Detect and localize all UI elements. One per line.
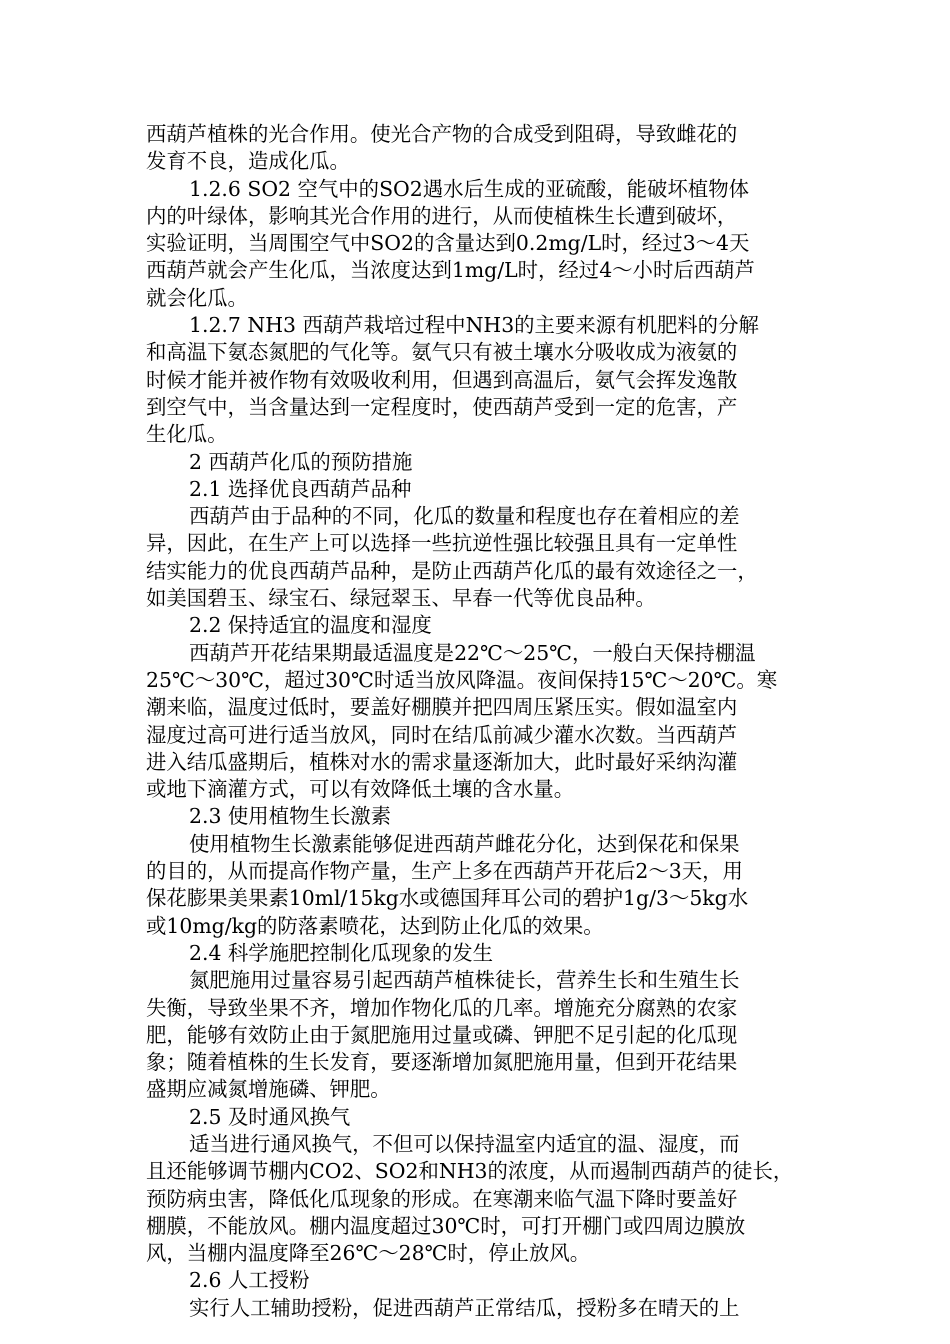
text-line: 2.5 及时通风换气: [189, 1104, 351, 1129]
text-line: 实行人工辅助授粉，促进西葫芦正常结瓜，授粉多在晴天的上: [189, 1295, 740, 1320]
text-line: 25℃～30℃，超过30℃时适当放风降温。夜间保持15℃～20℃。寒: [146, 667, 778, 692]
text-line: 进入结瓜盛期后，植株对水的需求量逐渐加大，此时最好采纳沟灌: [146, 749, 738, 774]
text-line: 内的叶绿体，影响其光合作用的进行，从而使植株生长遭到破坏，: [146, 203, 738, 228]
text-line: 使用植物生长激素能够促进西葫芦雌花分化，达到保花和保果: [189, 831, 740, 856]
text-line: 结实能力的优良西葫芦品种，是防止西葫芦化瓜的最有效途径之一，: [146, 558, 758, 583]
text-line: 或地下滴灌方式，可以有效降低土壤的含水量。: [146, 777, 575, 802]
text-line: 象；随着植株的生长发育，要逐渐增加氮肥施用量，但到开花结果: [146, 1050, 738, 1075]
text-line: 或10mg/kg的防落素喷花，达到防止化瓜的效果。: [146, 913, 604, 938]
text-line: 保花膨果美果素10ml/15kg水或德国拜耳公司的碧护1g/3～5kg水: [146, 886, 749, 911]
text-line: 就会化瓜。: [146, 285, 248, 310]
text-line: 如美国碧玉、绿宝石、绿冠翠玉、早春一代等优良品种。: [146, 586, 656, 611]
text-line: 2.3 使用植物生长激素: [189, 804, 392, 829]
text-line: 2.2 保持适宜的温度和湿度: [189, 613, 432, 638]
text-line: 的目的，从而提高作物产量，生产上多在西葫芦开花后2～3天，用: [146, 859, 743, 884]
text-line: 适当进行通风换气，不但可以保持温室内适宜的温、湿度，而: [189, 1131, 740, 1156]
text-line: 1.2.6 SO2 空气中的SO2遇水后生成的亚硫酸，能破坏植物体: [189, 176, 749, 201]
text-line: 发育不良，造成化瓜。: [146, 149, 350, 174]
text-line: 棚膜，不能放风。棚内温度超过30℃时，可打开棚门或四周边膜放: [146, 1213, 746, 1238]
text-line: 西葫芦植株的光合作用。使光合产物的合成受到阻碍，导致雌花的: [146, 122, 738, 146]
text-line: 西葫芦开花结果期最适温度是22℃～25℃，一般白天保持棚温: [189, 640, 756, 665]
text-line: 湿度过高可进行适当放风，同时在结瓜前减少灌水次数。当西葫芦: [146, 722, 738, 747]
text-line: 1.2.7 NH3 西葫芦栽培过程中NH3的主要来源有机肥料的分解: [189, 313, 759, 338]
text-line: 且还能够调节棚内CO2、SO2和NH3的浓度，从而遏制西葫芦的徒长，: [146, 1159, 794, 1184]
text-line: 预防病虫害，降低化瓜现象的形成。在寒潮来临气温下降时要盖好: [146, 1186, 738, 1211]
text-line: 西葫芦就会产生化瓜，当浓度达到1mg/L时，经过4～小时后西葫芦: [146, 258, 755, 283]
text-line: 实验证明，当周围空气中SO2的含量达到0.2mg/L时，经过3～4天: [146, 231, 750, 256]
text-line: 失衡，导致坐果不齐，增加作物化瓜的几率。增施充分腐熟的农家: [146, 995, 738, 1020]
text-line: 2.6 人工授粉: [189, 1268, 310, 1293]
document-body: [146, 121, 806, 1322]
text-line: 盛期应减氮增施磷、钾肥。: [146, 1077, 391, 1102]
text-line: 2 西葫芦化瓜的预防措施: [189, 449, 413, 474]
text-line: 氮肥施用过量容易引起西葫芦植株徒长，营养生长和生殖生长: [189, 968, 740, 993]
text-line: 时候才能并被作物有效吸收利用，但遇到高温后，氨气会挥发逸散: [146, 367, 738, 392]
text-line: 和高温下氨态氮肥的气化等。氨气只有被土壤水分吸收成为液氨的: [146, 340, 738, 365]
text-line: 潮来临，温度过低时，要盖好棚膜并把四周压紧压实。假如温室内: [146, 695, 738, 720]
text-line: 生化瓜。: [146, 422, 228, 447]
text-line: 西葫芦由于品种的不同，化瓜的数量和程度也存在着相应的差: [189, 504, 740, 529]
text-line: 到空气中，当含量达到一定程度时，使西葫芦受到一定的危害，产: [146, 394, 738, 419]
text-line: 肥，能够有效防止由于氮肥施用过量或磷、钾肥不足引起的化瓜现: [146, 1022, 738, 1047]
text-line: 2.1 选择优良西葫芦品种: [189, 476, 412, 501]
text-line: 风，当棚内温度降至26℃～28℃时，停止放风。: [146, 1241, 591, 1266]
text-line: 异，因此，在生产上可以选择一些抗逆性强比较强且具有一定单性: [146, 531, 738, 556]
text-line: 2.4 科学施肥控制化瓜现象的发生: [189, 940, 493, 965]
